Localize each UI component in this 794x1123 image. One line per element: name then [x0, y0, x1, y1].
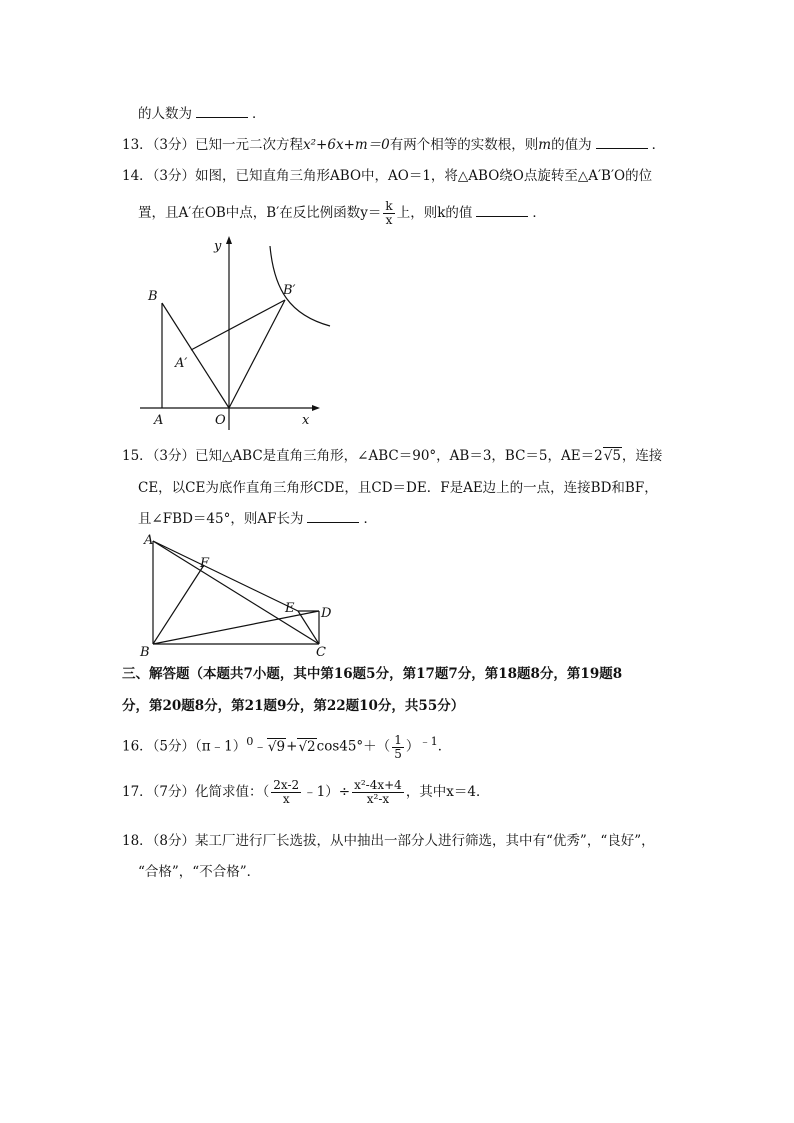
segment-AE: [153, 541, 298, 611]
segment-BF: [153, 565, 204, 644]
question-16: 16．（5分）（π﹣1）$^0$﹣√9+√2cos45°＋（ $\frac{1}{5}$ ）$^{﹣1}$．: [122, 732, 452, 761]
answer-blank: [476, 204, 528, 217]
label-A: A: [144, 533, 154, 548]
label-O: O: [215, 413, 226, 428]
question-18-line1: 18．（8分）某工厂进行厂长选拔，从中抽出一部分人进行筛选，其中有“优秀”，“良好”，: [122, 833, 655, 849]
figure-15: [140, 532, 340, 660]
x-axis-arrow: [312, 405, 320, 411]
label-F: F: [200, 556, 210, 571]
label-D: D: [321, 606, 332, 621]
label-B: B: [148, 289, 158, 304]
figure-14: [130, 230, 330, 430]
answer-blank: [196, 105, 248, 118]
question-17: 17．（7分）化简求值：（ $\frac{2x-2}{x}$ ﹣1）÷ $\frac{\text{x²-4x+4}}{\text{x²-x}}$ ，其中x＝4．: [122, 778, 490, 806]
label-A-prime: A′: [175, 356, 188, 371]
question-13: 13．（3分）已知一元二次方程x²+6x+m＝0有两个相等的实数根，则m的值为 ．: [122, 137, 666, 153]
fraction-k-over-x: $\frac{k}{x}$: [385, 199, 393, 227]
y-axis-arrow: [226, 236, 232, 244]
label-E: E: [285, 601, 295, 616]
sqrt-2: √2: [298, 738, 316, 755]
label-B-prime: B′: [283, 283, 296, 298]
answer-blank: [307, 510, 359, 523]
q12-tail: 的人数为 ．: [138, 106, 266, 122]
fraction-quadratic: $\frac{\text{x²-4x+4}}{\text{x²-x}}$: [354, 778, 402, 806]
question-18-line2: “合格”，“不合格”．: [138, 864, 261, 880]
fraction-one-fifth: $\frac{1}{5}$: [394, 732, 402, 761]
segment-EC: [298, 611, 319, 644]
segment-ApBp: [191, 300, 285, 350]
section-3-heading-line2: 分，第20题8分，第21题9分，第22题10分，共55分）: [122, 698, 465, 714]
question-14-line2: 置，且A′在OB中点，B′在反比例函数y＝ $\frac{k}{x}$ 上，则k的值 ．: [138, 199, 546, 227]
segment-AC: [153, 541, 319, 644]
question-15-line2: CE，以CE为底作直角三角形CDE，且CD＝DE．F是AE边上的一点，连接BD和BF，: [138, 480, 658, 496]
question-15-line1: 15．（3分）已知△ABC是直角三角形，∠ABC＝90°，AB＝3，BC＝5，AE＝2√5，连接: [122, 448, 663, 464]
label-B: B: [140, 645, 150, 660]
label-C: C: [316, 645, 326, 660]
label-A: A: [154, 413, 164, 428]
question-15-line3: 且∠FBD＝45°，则AF长为 ．: [138, 511, 377, 527]
answer-blank: [596, 136, 648, 149]
sqrt-9: √9: [267, 738, 286, 755]
segment-BO: [162, 303, 229, 408]
label-y: y: [214, 239, 222, 254]
section-3-heading-line1: 三、解答题（本题共7小题，其中第16题5分，第17题7分，第18题8分，第19题8: [122, 666, 623, 682]
hyperbola-curve: [270, 246, 330, 326]
question-14-line1: 14．（3分）如图，已知直角三角形ABO中，AO＝1，将△ABO绕O点旋转至△A′B′O的位: [122, 168, 653, 184]
sqrt-5: √5: [603, 448, 621, 464]
fraction-2x-2-over-x: $\frac{2x-2}{x}$: [273, 778, 300, 806]
label-x: x: [302, 413, 310, 428]
segment-BpO: [229, 300, 285, 408]
